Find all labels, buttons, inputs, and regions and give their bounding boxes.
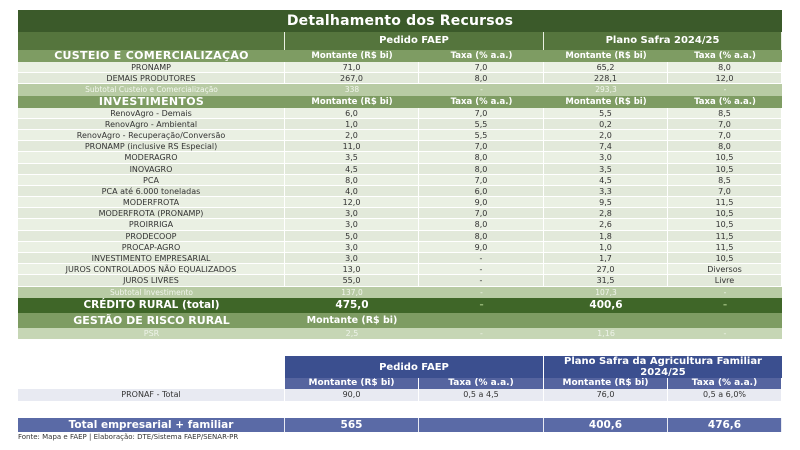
- grand-total-row: [18, 418, 782, 432]
- plano-montante: 2,8: [544, 208, 668, 219]
- plano-montante: 2,6: [544, 219, 668, 230]
- credito-total-faep-taxa: -: [479, 298, 484, 311]
- row-label: DEMAIS PRODUTORES: [18, 73, 285, 84]
- table-row: [18, 264, 782, 275]
- faep-montante: 55,0: [285, 275, 419, 286]
- custeio-col-montante-faep: Montante (R$ bi): [311, 51, 393, 61]
- custeio-label: CUSTEIO E COMERCIALIZAÇÃO: [54, 50, 249, 62]
- table-row: [18, 73, 782, 84]
- plano-taxa: 11,5: [668, 231, 782, 242]
- row-label: PCA: [18, 175, 285, 186]
- faep-taxa: 8,0: [419, 73, 544, 84]
- row-label: MODERFROTA (PRONAMP): [18, 208, 285, 219]
- row-label: PCA até 6.000 toneladas: [18, 186, 285, 197]
- subtotal-faep-taxa: -: [480, 85, 483, 95]
- plano-taxa: 7,0: [668, 119, 782, 130]
- table-row: [18, 197, 782, 208]
- custeio-col-taxa-plano: Taxa (% a.a.): [694, 51, 756, 61]
- plano-taxa: 12,0: [668, 73, 782, 84]
- plano-taxa: 11,5: [668, 242, 782, 253]
- inv-col-montante-faep: Montante (R$ bi): [311, 96, 393, 107]
- row-label: RenovAgro - Demais: [18, 108, 285, 119]
- table-row: [18, 208, 782, 219]
- subtotal-plano-taxa: -: [723, 85, 727, 95]
- faep-taxa: 5,5: [419, 119, 544, 130]
- row-label: PRONAMP: [18, 62, 285, 73]
- custeio-subtotal-row: [18, 84, 782, 95]
- row-label: PRONAMP (inclusive RS Especial): [18, 141, 285, 152]
- faep-montante: 3,0: [285, 253, 419, 264]
- faep-montante: 4,0: [285, 186, 419, 197]
- pronaf-faep-taxa: 0,5 a 4,5: [419, 389, 544, 401]
- plano-montante: 65,2: [544, 62, 668, 73]
- row-label: PROCAP-AGRO: [18, 242, 285, 253]
- investimentos-section-header: [18, 96, 782, 108]
- gestao-blank: [668, 313, 782, 328]
- main-table: [18, 10, 782, 339]
- inv-col-taxa-faep: Taxa (% a.a.): [450, 96, 513, 107]
- credito-total-plano: 400,6: [589, 298, 623, 311]
- row-label: RenovAgro - Ambiental: [18, 119, 285, 130]
- plano-taxa: 10,5: [668, 253, 782, 264]
- faep-montante: 267,0: [285, 73, 419, 84]
- plano-montante: 1,7: [544, 253, 668, 264]
- top-header-row: [18, 32, 782, 50]
- table-row: [18, 186, 782, 197]
- plano-taxa: 8,0: [668, 141, 782, 152]
- grand-total-blank: [419, 418, 544, 432]
- pronaf-faep-montante: 90,0: [285, 389, 419, 401]
- pronaf-plano-taxa: 0,5 a 6,0%: [668, 389, 782, 401]
- investimento-subtotal-row: [18, 287, 782, 298]
- header-pedido-faep: Pedido FAEP: [285, 32, 544, 50]
- subtotal-plano-taxa: -: [723, 287, 727, 297]
- plano-taxa: 10,5: [668, 219, 782, 230]
- faep-taxa: -: [419, 264, 544, 275]
- table-row: [18, 152, 782, 163]
- plano-taxa: Diversos: [668, 264, 782, 275]
- faep-montante: 2,0: [285, 130, 419, 141]
- row-label: MODERAGRO: [18, 152, 285, 163]
- grand-total-plano-familiar: 476,6: [668, 418, 782, 432]
- plano-montante: 27,0: [544, 264, 668, 275]
- familiar-col-montante-plano: Montante (R$ bi): [544, 378, 668, 389]
- faep-taxa: 8,0: [419, 164, 544, 175]
- plano-taxa: 10,5: [668, 208, 782, 219]
- faep-montante: 3,5: [285, 152, 419, 163]
- plano-taxa: 10,5: [668, 164, 782, 175]
- familiar-header-blank: [18, 356, 285, 378]
- familiar-subheader-blank: [18, 378, 285, 389]
- credito-total-label: CRÉDITO RURAL (total): [83, 298, 220, 311]
- grand-total-plano: 400,6: [544, 418, 668, 432]
- plano-taxa: 8,5: [668, 108, 782, 119]
- plano-taxa: 8,0: [668, 62, 782, 73]
- faep-montante: 1,0: [285, 119, 419, 130]
- row-label: JUROS CONTROLADOS NÃO EQUALIZADOS: [18, 264, 285, 275]
- row-label: PROIRRIGA: [18, 219, 285, 230]
- faep-montante: 11,0: [285, 141, 419, 152]
- custeio-col-montante-plano: Montante (R$ bi): [565, 51, 647, 61]
- plano-taxa: Livre: [668, 275, 782, 286]
- table-row: [18, 175, 782, 186]
- row-label: INOVAGRO: [18, 164, 285, 175]
- subtotal-plano-montante: 293,3: [595, 85, 617, 95]
- faep-taxa: 6,0: [419, 186, 544, 197]
- subtotal-label: Subtotal Investimento: [110, 287, 193, 297]
- psr-faep-taxa: -: [480, 328, 483, 338]
- psr-row: [18, 328, 782, 339]
- investimentos-label: INVESTIMENTOS: [98, 95, 205, 108]
- table-row: [18, 130, 782, 141]
- faep-taxa: 7,0: [419, 62, 544, 73]
- custeio-section-header: [18, 50, 782, 62]
- plano-montante: 2,0: [544, 130, 668, 141]
- table-row: [18, 275, 782, 286]
- plano-montante: 1,8: [544, 231, 668, 242]
- table-row: [18, 119, 782, 130]
- subtotal-faep-taxa: -: [480, 287, 483, 297]
- subtotal-faep-montante: 137,0: [341, 287, 363, 297]
- faep-taxa: 7,0: [419, 175, 544, 186]
- gestao-blank: [544, 313, 668, 328]
- plano-montante: 31,5: [544, 275, 668, 286]
- grand-total-faep: 565: [285, 418, 419, 432]
- custeio-col-taxa-faep: Taxa (% a.a.): [450, 51, 513, 61]
- faep-taxa: 7,0: [419, 108, 544, 119]
- faep-montante: 5,0: [285, 231, 419, 242]
- psr-label: PSR: [143, 328, 160, 338]
- familiar-header-plano: Plano Safra da Agricultura Familiar 2024/25: [544, 356, 782, 378]
- familiar-table: [18, 356, 782, 401]
- gestao-blank: [419, 313, 544, 328]
- familiar-subheader-row: [18, 378, 782, 389]
- psr-faep: 2,5: [345, 328, 359, 338]
- table-row: [18, 62, 782, 73]
- faep-montante: 71,0: [285, 62, 419, 73]
- psr-plano-taxa: -: [723, 328, 727, 338]
- credito-rural-total-row: [18, 298, 782, 313]
- table-row: [18, 164, 782, 175]
- faep-taxa: 9,0: [419, 242, 544, 253]
- faep-taxa: 9,0: [419, 197, 544, 208]
- table-row: [18, 219, 782, 230]
- table-row: [18, 141, 782, 152]
- table-row: [18, 253, 782, 264]
- pronaf-label: PRONAF - Total: [18, 389, 285, 401]
- pronaf-plano-montante: 76,0: [544, 389, 668, 401]
- faep-montante: 4,5: [285, 164, 419, 175]
- plano-taxa: 7,0: [668, 130, 782, 141]
- source-note: Fonte: Mapa e FAEP | Elaboração: DTE/Sistema FAEP/SENAR-PR: [18, 433, 239, 441]
- faep-taxa: 8,0: [419, 152, 544, 163]
- familiar-header-faep: Pedido FAEP: [285, 356, 544, 378]
- faep-montante: 3,0: [285, 242, 419, 253]
- plano-montante: 5,5: [544, 108, 668, 119]
- subtotal-plano-montante: 107,3: [595, 287, 617, 297]
- familiar-col-taxa-plano: Taxa (% a.a.): [668, 378, 782, 389]
- plano-montante: 3,3: [544, 186, 668, 197]
- credito-total-faep: 475,0: [335, 298, 369, 311]
- faep-montante: 6,0: [285, 108, 419, 119]
- faep-taxa: -: [419, 253, 544, 264]
- faep-montante: 3,0: [285, 208, 419, 219]
- plano-taxa: 8,5: [668, 175, 782, 186]
- table-row: [18, 231, 782, 242]
- faep-taxa: 5,5: [419, 130, 544, 141]
- faep-taxa: -: [419, 275, 544, 286]
- row-label: INVESTIMENTO EMPRESARIAL: [18, 253, 285, 264]
- subtotal-label: Subtotal Custeio e Comercialização: [85, 85, 218, 95]
- plano-taxa: 10,5: [668, 152, 782, 163]
- row-label: JUROS LIVRES: [18, 275, 285, 286]
- table-row: [18, 108, 782, 119]
- faep-taxa: 7,0: [419, 141, 544, 152]
- gestao-risco-header: [18, 313, 782, 328]
- plano-montante: 9,5: [544, 197, 668, 208]
- plano-montante: 228,1: [544, 73, 668, 84]
- faep-taxa: 8,0: [419, 231, 544, 242]
- row-label: RenovAgro - Recuperação/Conversão: [18, 130, 285, 141]
- inv-col-taxa-plano: Taxa (% a.a.): [694, 96, 756, 107]
- familiar-header-row: [18, 356, 782, 378]
- plano-montante: 4,5: [544, 175, 668, 186]
- inv-col-montante-plano: Montante (R$ bi): [565, 96, 647, 107]
- faep-montante: 12,0: [285, 197, 419, 208]
- row-label: PRODECOOP: [18, 231, 285, 242]
- faep-montante: 8,0: [285, 175, 419, 186]
- plano-montante: 1,0: [544, 242, 668, 253]
- familiar-col-montante-faep: Montante (R$ bi): [285, 378, 419, 389]
- plano-montante: 3,5: [544, 164, 668, 175]
- grand-total-label: Total empresarial + familiar: [18, 418, 285, 432]
- subtotal-faep-montante: 338: [344, 85, 360, 95]
- plano-montante: 0,2: [544, 119, 668, 130]
- header-blank: [18, 32, 285, 50]
- table-row: [18, 242, 782, 253]
- plano-montante: 7,4: [544, 141, 668, 152]
- faep-montante: 13,0: [285, 264, 419, 275]
- plano-taxa: 11,5: [668, 197, 782, 208]
- pronaf-row: [18, 389, 782, 401]
- gestao-col-montante: Montante (R$ bi): [306, 314, 398, 326]
- faep-montante: 3,0: [285, 219, 419, 230]
- faep-taxa: 8,0: [419, 219, 544, 230]
- credito-total-plano-taxa: -: [722, 298, 728, 311]
- header-plano-safra: Plano Safra 2024/25: [544, 32, 782, 50]
- gestao-label: GESTÃO DE RISCO RURAL: [73, 313, 230, 327]
- plano-montante: 3,0: [544, 152, 668, 163]
- psr-plano: 1,16: [597, 328, 615, 338]
- familiar-col-taxa-faep: Taxa (% a.a.): [419, 378, 544, 389]
- faep-taxa: 7,0: [419, 208, 544, 219]
- row-label: MODERFROTA: [18, 197, 285, 208]
- table-title: Detalhamento dos Recursos: [18, 10, 782, 32]
- plano-taxa: 7,0: [668, 186, 782, 197]
